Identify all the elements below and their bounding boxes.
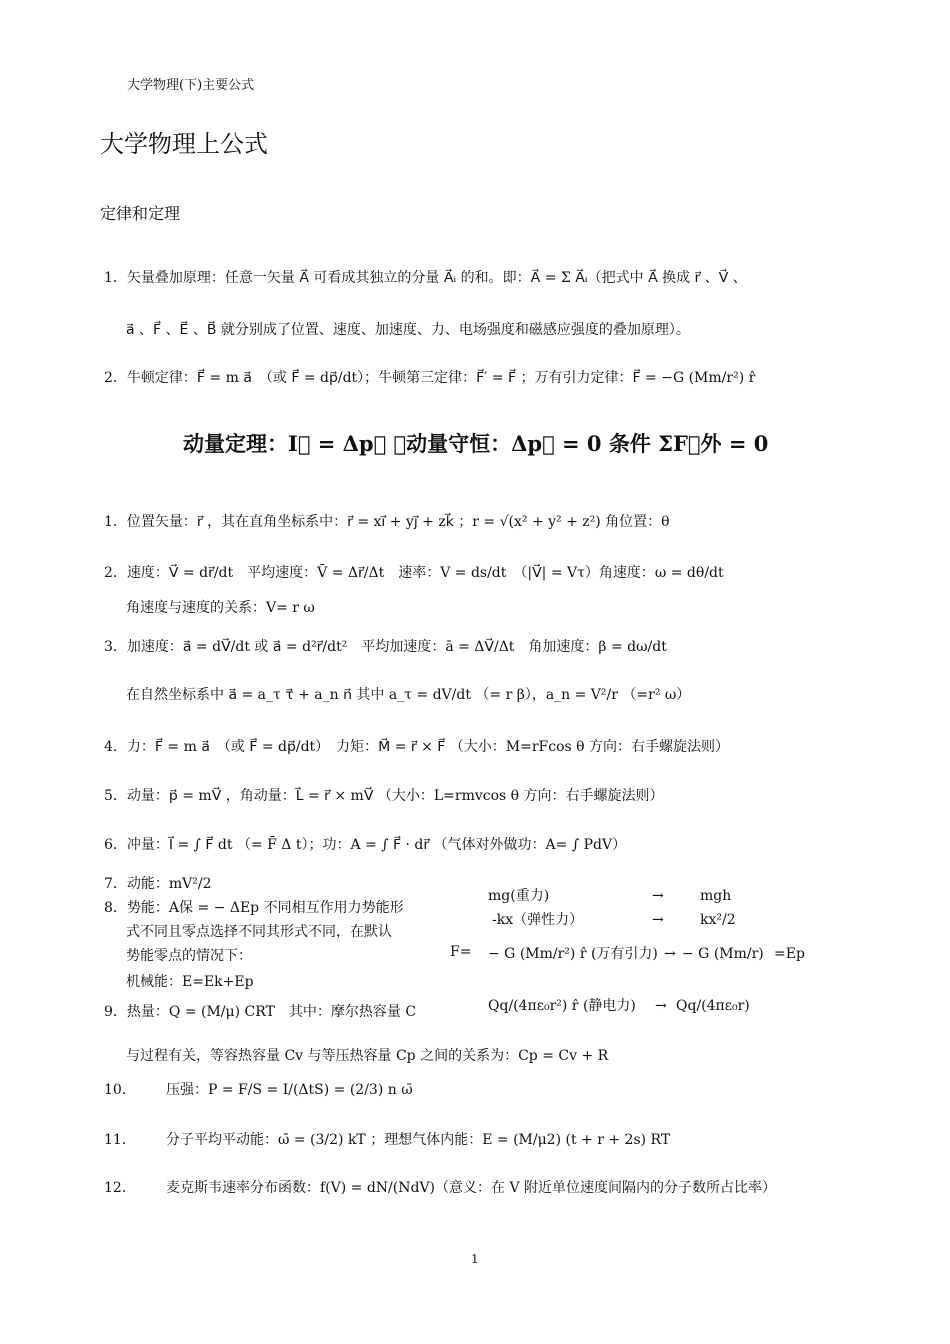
law-superposition-line-1: 1．矢量叠加原理：任意一矢量 A⃗ 可看成其独立的分量 A⃗ᵢ 的和。即：A⃗ = Σ A⃗ᵢ（把式中 A⃗ 换成 r⃗ 、V⃗ 、 bbox=[104, 270, 747, 286]
kinetic-energy: 7．动能：mV²/2 bbox=[104, 876, 212, 892]
document-title: 大学物理上公式 bbox=[100, 130, 268, 158]
potential-energy-line-2: 式不同且零点选择不同其形式不同，在默认 bbox=[126, 924, 392, 940]
dynamics-force-torque: 4．力：F⃗ = m a⃗ （或 F⃗ = dp⃗/dt） 力矩：M⃗ = r⃗ × F⃗ （大小：M=rFcos θ 方向：右手螺旋法则） bbox=[104, 739, 730, 755]
kinematics-velocity-relation: 角速度与速度的关系：V= r ω bbox=[126, 600, 315, 616]
arrow-icon: → bbox=[655, 998, 667, 1014]
potential-energy-line-3: 势能零点的情况下： bbox=[126, 948, 252, 964]
kinematics-position: 1．位置矢量：r⃗ ，其在直角坐标系中：r⃗ = xi⃗ + yj⃗ + zk⃗ ；r = √(x² + y² + z²) 角位置：θ bbox=[104, 514, 670, 530]
mechanical-energy: 机械能：E=Ek+Ep bbox=[126, 974, 254, 990]
translational-energy-formula: 分子平均平动能：ω̄ = (3/2) kT ；理想气体内能：E = (M/μ2) (t + r + 2s) RT bbox=[166, 1132, 671, 1148]
arrow-icon: → bbox=[652, 888, 664, 904]
law-superposition-line-2: a⃗ 、F⃗ 、E⃗ 、B⃗ 就分别成了位置、速度、加速度、力、电场强度和磁感应强度的叠加原理）。 bbox=[126, 322, 690, 338]
running-header: 大学物理(下)主要公式 bbox=[127, 78, 255, 93]
potential-row-elastic-energy: kx²/2 bbox=[700, 912, 736, 928]
potential-row-electrostatic-energy: Qq/(4πε₀r) bbox=[676, 998, 750, 1014]
item-number-11: 11． bbox=[104, 1132, 136, 1148]
potential-energy-line-1: 8．势能：A保 = − ΔEp 不同相互作用力势能形 bbox=[104, 900, 404, 916]
potential-row-gravity-energy: mgh bbox=[700, 888, 732, 904]
item-number-10: 10． bbox=[104, 1082, 136, 1098]
potential-row-universal-gravitation-energy: − G (Mm/r) bbox=[682, 946, 764, 962]
potential-row-electrostatic-force: Qq/(4πε₀r²) r̂ (静电力) bbox=[488, 998, 636, 1014]
page-number: 1 bbox=[471, 1252, 479, 1266]
maxwell-distribution-formula: 麦克斯韦速率分布函数：f(V) = dN/(NdV)（意义：在 V 附近单位速度间隔内的分子数所占比率） bbox=[166, 1180, 777, 1196]
arrow-icon: → bbox=[664, 946, 676, 962]
potential-row-elastic-force: -kx（弹性力） bbox=[492, 912, 584, 928]
pressure-formula: 压强：P = F/S = I/(ΔtS) = (2/3) n ω̄ bbox=[166, 1082, 413, 1098]
kinematics-acceleration: 3．加速度：a⃗ = dV⃗/dt 或 a⃗ = d²r⃗/dt² 平均加速度：ā = ΔV⃗/Δt 角加速度：β = dω/dt bbox=[104, 639, 667, 655]
arrow-icon: → bbox=[652, 912, 664, 928]
item-number-12: 12． bbox=[104, 1180, 136, 1196]
section-title: 定律和定理 bbox=[100, 204, 181, 223]
heat-formula: 9．热量：Q = (M/μ) CRT 其中：摩尔热容量 C bbox=[104, 1004, 417, 1020]
kinematics-velocity: 2．速度：V⃗ = dr⃗/dt 平均速度：V̄ = Δr⃗/Δt 速率：V = ds/dt （|V⃗| = Vτ）角速度：ω = dθ/dt bbox=[104, 565, 724, 581]
dynamics-impulse-work: 6．冲量：I⃗ = ∫ F⃗ dt （= F̄ Δ t）；功：A = ∫ F⃗ · dr⃗ （气体对外做功：A= ∫ PdV） bbox=[104, 837, 627, 853]
potential-row-gravity-force: mg(重力) bbox=[488, 888, 550, 904]
potential-table-result: =Ep bbox=[774, 946, 805, 962]
momentum-theorem-banner: 动量定理：I⃗ = Δp⃗ ➜动量守恒：Δp⃗ = 0 条件 ΣF⃗外 = 0 bbox=[183, 431, 769, 456]
heat-capacity-relation: 与过程有关，等容热容量 Cv 与等压热容量 Cp 之间的关系为：Cp = Cv + R bbox=[126, 1048, 609, 1064]
kinematics-natural-coordinates: 在自然坐标系中 a⃗ = a_τ τ⃗ + a_n n⃗ 其中 a_τ = dV/dt （= r β），a_n = V²/r （=r² ω） bbox=[126, 687, 691, 703]
potential-table-lead: F= bbox=[450, 944, 472, 960]
law-newton: 2．牛顿定律：F⃗ = m a⃗ （或 F⃗ = dp⃗/dt）；牛顿第三定律：F⃗′ = F⃗ ；万有引力定律：F⃗ = −G (Mm/r²) r̂ bbox=[104, 370, 756, 386]
potential-row-universal-gravitation-force: − G (Mm/r²) r̂ (万有引力) bbox=[488, 946, 658, 962]
dynamics-momentum: 5．动量：p⃗ = mV⃗ ，角动量：L⃗ = r⃗ × mV⃗ （大小：L=rmvcos θ 方向：右手螺旋法则） bbox=[104, 788, 664, 804]
